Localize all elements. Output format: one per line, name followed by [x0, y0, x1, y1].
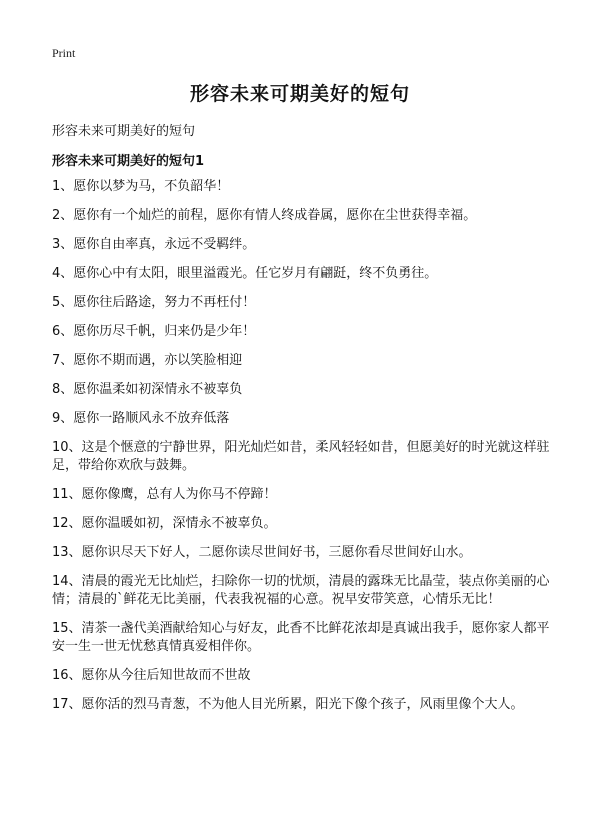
list-item: 5、愿你往后路途，努力不再枉付！ [52, 295, 256, 310]
list-item: 14、清晨的霞光无比灿烂，扫除你一切的忧烦，清晨的露珠无比晶莹，装点你美丽的心情；清晨的`鲜花无比美丽，代表我祝福的心意。祝早安带笑意，心情乐无比！ [52, 574, 550, 607]
subtitle: 形容未来可期美好的短句 [52, 124, 196, 139]
print-link[interactable]: Print [52, 46, 76, 60]
list-item: 8、愿你温柔如初深情永不被辜负 [52, 382, 243, 397]
list-item: 1、愿你以梦为马，不负韶华！ [52, 179, 230, 194]
list-item: 3、愿你自由率真，永远不受羁绊。 [52, 237, 256, 252]
list-item: 2、愿你有一个灿烂的前程，愿你有情人终成眷属，愿你在尘世获得幸福。 [52, 208, 477, 223]
list-item: 12、愿你温暖如初，深情永不被辜负。 [52, 516, 277, 531]
list-item: 15、清茶一盏代美酒献给知心与好友，此香不比鲜花浓却是真诚出我手，愿你家人都平安一生一世无忧愁真情真爱相伴你。 [52, 621, 550, 654]
list-item: 4、愿你心中有太阳，眼里溢霞光。任它岁月有翩跹，终不负勇往。 [52, 266, 438, 281]
page-title: 形容未来可期美好的短句 [189, 83, 410, 105]
list-item: 6、愿你历尽千帆，归来仍是少年！ [52, 324, 256, 339]
list-item: 17、愿你活的烈马青葱，不为他人目光所累，阳光下像个孩子，风雨里像个大人。 [52, 697, 524, 712]
list-item: 10、这是个惬意的宁静世界，阳光灿烂如昔，柔风轻轻如昔，但愿美好的时光就这样驻足，带给你欢欣与鼓舞。 [52, 440, 550, 473]
section-heading: 形容未来可期美好的短句1 [52, 154, 205, 169]
list-item: 16、愿你从今往后知世故而不世故 [52, 668, 251, 683]
list-item: 9、愿你一路顺风永不放弃低落 [52, 411, 230, 426]
list-item: 7、愿你不期而遇，亦以笑脸相迎 [52, 353, 243, 368]
list-item: 13、愿你识尽天下好人，二愿你读尽世间好书，三愿你看尽世间好山水。 [52, 545, 472, 560]
phrase-list [52, 178, 552, 725]
list-item: 11、愿你像鹰，总有人为你马不停蹄！ [52, 487, 277, 502]
